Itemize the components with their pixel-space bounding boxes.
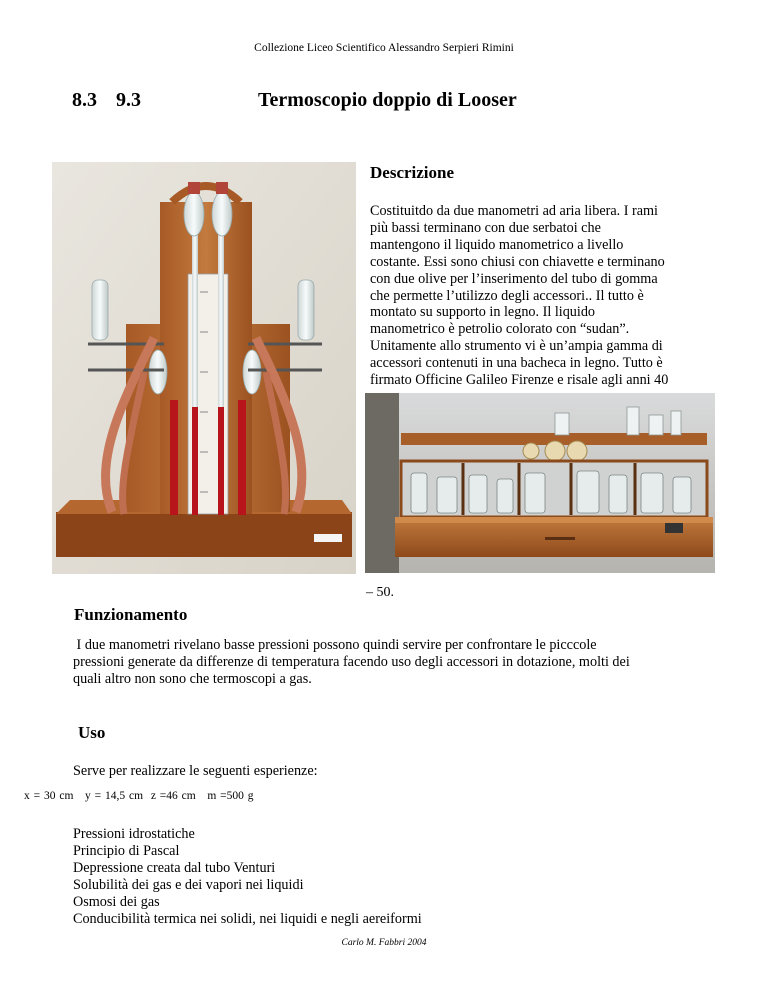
funzionamento-line: I due manometri rivelano basse pressioni possono quindi servire per confrontare le picccole (73, 637, 597, 653)
descrizione-line: costante. Essi sono chiusi con chiavette e terminano (370, 253, 665, 270)
section-title-uso: Uso (78, 723, 106, 742)
list-item: Principio di Pascal (73, 842, 180, 859)
list-item: Osmosi dei gas (73, 893, 160, 910)
descrizione-line: mantengono il liquido manometrico a livello (370, 236, 624, 253)
experiments-list (73, 826, 422, 927)
page-title: Termoscopio doppio di Looser (258, 89, 517, 111)
measurements-line: x = 30 cm y = 14,5 cm z =46 cm m =500 g (24, 790, 254, 802)
descrizione-text (370, 203, 710, 389)
thermoscope-illustration (52, 162, 356, 574)
uso-intro: Serve per realizzare le seguenti esperienze: (73, 763, 318, 779)
section-title-descrizione: Descrizione (370, 163, 455, 182)
descrizione-line: Costituitdo da due manometri ad aria libera. I rami (370, 203, 658, 219)
descrizione-line: che permette l’utilizzo degli accessori.. Il tutto è (370, 287, 644, 304)
list-item: Conducibilità termica nei solidi, nei liquidi e negli aereiformi (73, 910, 422, 927)
descrizione-line: Unitamente allo strumento vi è un’ampia gamma di (370, 338, 663, 355)
descrizione-line: montato su supporto in legno. Il liquido (370, 304, 596, 321)
funzionamento-line: pressioni generate da differenze di temperatura facendo uso degli accessori in dotazione, molti dei (73, 654, 630, 670)
section-number-1: 8.3 (72, 89, 97, 111)
accessories-illustration (365, 393, 715, 573)
page-header: Collezione Liceo Scientifico Alessandro Serpieri Rimini (254, 42, 514, 54)
funzionamento-text (73, 637, 713, 688)
list-item: Pressioni idrostatiche (73, 826, 195, 842)
list-item: Solubilità dei gas e dei vapori nei liquidi (73, 876, 304, 893)
list-item: Depressione creata dal tubo Venturi (73, 859, 276, 876)
section-number-2: 9.3 (116, 89, 141, 111)
accessories-photo (365, 393, 715, 573)
descrizione-line: manometrico è petrolio colorato con “sudan”. (370, 321, 630, 338)
section-title-funzionamento: Funzionamento (74, 605, 188, 624)
descrizione-line: con due olive per l’inserimento del tubo di gomma (370, 270, 658, 287)
descrizione-continuation: – 50. (366, 585, 394, 600)
descrizione-line: più bassi terminano con due serbatoi che (370, 219, 601, 236)
thermoscope-photo (52, 162, 356, 574)
descrizione-line: firmato Officine Galileo Firenze e risale agli anni 40 (370, 372, 669, 389)
funzionamento-line: quali altro non sono che termoscopi a gas. (73, 671, 312, 687)
descrizione-line: accessori contenuti in una bacheca in legno. Tutto è (370, 355, 663, 372)
page-footer: Carlo M. Fabbri 2004 (341, 938, 427, 948)
